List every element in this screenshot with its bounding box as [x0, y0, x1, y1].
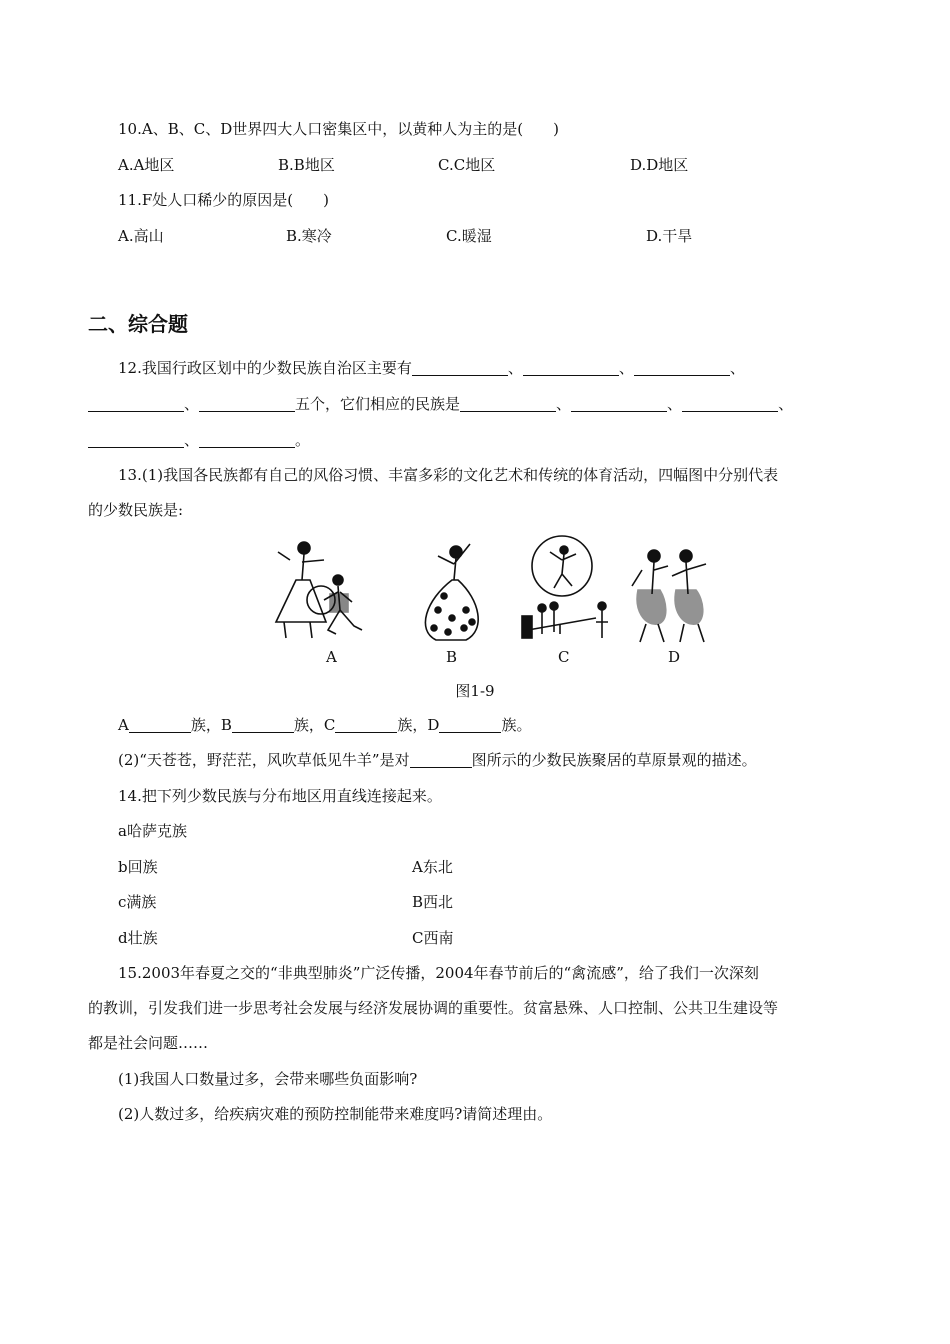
figure-label-a: A [326, 648, 337, 666]
answer-blank[interactable] [439, 716, 501, 733]
q13-part2: (2)“天苍苍，野茫茫，风吹草低见牛羊”是对 图所示的少数民族聚居的草原景观的描述。 [118, 751, 757, 769]
answer-blank[interactable] [460, 395, 556, 412]
q14-ethnic-a: a哈萨克族 [118, 822, 187, 840]
q11-option-c: C.暖湿 [446, 227, 492, 245]
answer-blank[interactable] [88, 395, 184, 412]
dancer-pair-a-illustration [276, 542, 362, 638]
q12-line2: 、 五个，它们相应的民族是 、 、 、 [88, 393, 793, 415]
q13-line2: 的少数民族是: [88, 501, 184, 519]
q11-stem: 11.F处人口稀少的原因是( ) [118, 191, 329, 209]
q10-stem: 10.A、B、C、D世界四大人口密集区中，以黄种人为主的是( ) [118, 120, 559, 138]
answer-blank[interactable] [129, 716, 191, 733]
seesaw-c-illustration [522, 536, 608, 638]
answer-blank[interactable] [232, 716, 294, 733]
q15-sub1: (1)我国人口数量过多，会带来哪些负面影响? [118, 1070, 418, 1088]
q11-option-a: A.高山 [118, 227, 164, 245]
q12-lead: 12.我国行政区划中的少数民族自治区主要有 [118, 359, 412, 377]
q15-line1: 15.2003年春夏之交的“非典型肺炎”广泛传播，2004年春节前后的“禽流感”，给了我们一次深刻 [118, 964, 759, 982]
answer-blank[interactable] [412, 359, 508, 376]
q15-line3: 都是社会问题…… [88, 1034, 209, 1052]
q14-ethnic-c: c满族 [118, 893, 157, 911]
answer-blank[interactable] [410, 751, 472, 768]
q11-option-b: B.寒冷 [286, 227, 332, 245]
q13-line1: 13.(1)我国各民族都有自己的风俗习惯、丰富多彩的文化艺术和传统的体育活动，四幅图中分别代表 [118, 466, 779, 484]
answer-blank[interactable] [335, 716, 397, 733]
dancer-pair-d-illustration [632, 550, 706, 642]
answer-blank[interactable] [571, 395, 667, 412]
answer-blank[interactable] [199, 431, 295, 448]
ethnic-dance-figure [266, 530, 726, 670]
q14-ethnic-b: b回族 [118, 858, 158, 876]
q11-option-d: D.干旱 [646, 227, 693, 245]
q15-line2: 的教训，引发我们进一步思考社会发展与经济发展协调的重要性。贫富悬殊、人口控制、公共卫生建设等 [88, 999, 779, 1017]
q14-region-a: A东北 [412, 858, 453, 876]
q14-stem: 14.把下列少数民族与分布地区用直线连接起来。 [118, 787, 442, 805]
figure-label-c: C [558, 648, 570, 666]
q10-option-c: C.C地区 [438, 156, 496, 174]
q10-option-b: B.B地区 [278, 156, 335, 174]
q14-region-c: C西南 [412, 929, 454, 947]
q15-sub2: (2)人数过多，给疾病灾难的预防控制能带来难度吗?请简述理由。 [118, 1105, 553, 1123]
q12-middle: 五个，它们相应的民族是 [295, 395, 461, 413]
answer-blank[interactable] [634, 359, 730, 376]
dancer-b-illustration [425, 544, 478, 640]
q14-ethnic-d: d壮族 [118, 929, 158, 947]
answer-blank[interactable] [88, 431, 184, 448]
answer-blank[interactable] [682, 395, 778, 412]
q13-fill-line: A 族，B 族，C 族，D 族。 [118, 716, 532, 734]
answer-blank[interactable] [523, 359, 619, 376]
q14-region-b: B西北 [412, 893, 454, 911]
figure-label-d: D [668, 648, 681, 666]
q10-option-a: A.A地区 [118, 156, 175, 174]
q12-line1: 12.我国行政区划中的少数民族自治区主要有 、 、 、 [118, 359, 745, 377]
figure-caption: 图1-9 [455, 682, 495, 700]
answer-blank[interactable] [199, 395, 295, 412]
q10-option-d: D.D地区 [630, 156, 689, 174]
figure-label-b: B [446, 648, 458, 666]
section-heading: 二、综合题 [88, 312, 188, 336]
q12-line3: 、 。 [88, 429, 310, 451]
